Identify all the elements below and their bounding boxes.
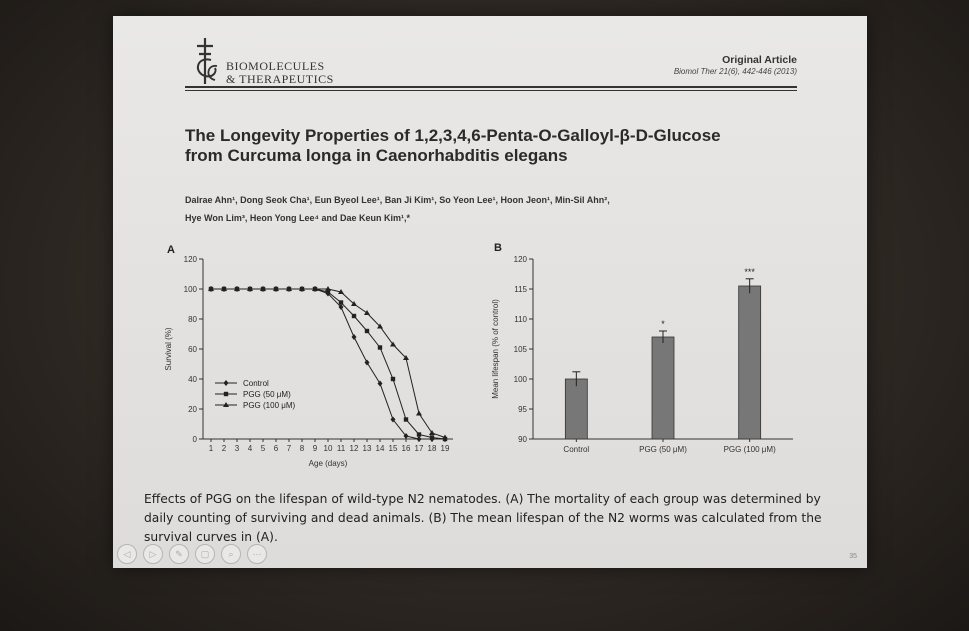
series-1 <box>209 287 447 441</box>
survival-line-chart <box>153 241 473 481</box>
y-tick-label: 105 <box>513 345 527 354</box>
article-title <box>185 126 825 166</box>
previous-slide-button[interactable]: ◁ <box>117 544 137 564</box>
header-rule-thin <box>185 90 797 91</box>
data-point <box>430 435 434 439</box>
author-line1: Dalrae Ahn¹, Dong Seok Cha¹, Eun Byeol Lee¹, Ban Ji Kim¹, So Yeon Lee¹, Hoon Jeon¹, Min-Sil Ahn², <box>185 195 610 205</box>
journal-name <box>226 60 334 86</box>
y-tick-label: 95 <box>518 405 527 414</box>
legend-marker <box>224 380 229 386</box>
data-point <box>391 377 395 381</box>
x-tick-label: 6 <box>273 444 279 453</box>
bar <box>565 379 587 439</box>
data-point <box>378 345 382 349</box>
header-rule <box>185 86 797 88</box>
bar <box>739 286 761 439</box>
y-tick-label: 60 <box>188 345 197 354</box>
zoom-button[interactable]: ⌕ <box>221 544 241 564</box>
pen-tool-button[interactable]: ✎ <box>169 544 189 564</box>
y-tick-label: 20 <box>188 405 197 414</box>
x-tick-label: 13 <box>362 444 372 453</box>
mean-lifespan-bar-chart <box>478 241 808 481</box>
more-options-button[interactable]: ⋯ <box>247 544 267 564</box>
journal-logo <box>187 36 223 86</box>
journal-name-line2: & THERAPEUTICS <box>226 72 334 86</box>
y-tick-label: 110 <box>514 315 527 324</box>
data-point <box>417 436 422 442</box>
y-tick-label: 100 <box>513 375 527 384</box>
author-list <box>185 191 805 227</box>
x-tick-label: 4 <box>247 444 253 453</box>
series-2 <box>208 286 448 440</box>
article-title-line1: The Longevity Properties of 1,2,3,4,6-Penta-O-Galloyl-β-D-Glucose <box>185 126 721 145</box>
journal-name-line1: BIOMOLECULES <box>226 59 325 73</box>
data-point <box>364 310 370 315</box>
category-label: PGG (50 μM) <box>639 445 687 454</box>
x-tick-label: 10 <box>323 444 333 453</box>
y-tick-label: 40 <box>188 375 197 384</box>
slide-overview-button[interactable]: ▢ <box>195 544 215 564</box>
series-line <box>211 289 445 439</box>
author-line2: Hye Won Lim³, Heon Yong Lee⁴ and Dae Keun Kim¹,* <box>185 213 410 223</box>
legend-label: Control <box>243 379 269 388</box>
y-tick-label: 100 <box>183 285 197 294</box>
y-tick-label: 80 <box>188 315 197 324</box>
bar <box>652 337 674 439</box>
data-point <box>404 417 408 421</box>
legend-label: PGG (100 μM) <box>243 401 296 410</box>
x-tick-label: 15 <box>388 444 398 453</box>
y-axis-title: Survival (%) <box>164 327 173 371</box>
data-point <box>352 314 356 318</box>
x-tick-label: 14 <box>375 444 385 453</box>
x-tick-label: 3 <box>234 444 240 453</box>
y-tick-label: 0 <box>192 435 197 444</box>
significance-marker: *** <box>744 266 755 277</box>
x-tick-label: 18 <box>427 444 437 453</box>
y-tick-label: 120 <box>513 255 527 264</box>
series-0 <box>209 286 448 442</box>
legend-label: PGG (50 μM) <box>243 390 291 399</box>
x-tick-label: 17 <box>414 444 424 453</box>
panel-label-a: A <box>167 244 175 256</box>
article-type: Original Article <box>722 54 797 66</box>
x-tick-label: 7 <box>286 444 292 453</box>
x-tick-label: 5 <box>260 444 266 453</box>
category-label: PGG (100 μM) <box>723 445 776 454</box>
x-tick-label: 9 <box>312 444 318 453</box>
y-axis-title: Mean lifespan (% of control) <box>491 299 500 399</box>
data-point <box>352 334 357 340</box>
x-tick-label: 12 <box>349 444 359 453</box>
data-point <box>339 300 343 304</box>
x-tick-label: 8 <box>299 444 305 453</box>
x-tick-label: 2 <box>221 444 227 453</box>
slideshow-nav-bar <box>117 544 267 564</box>
series-line <box>211 289 445 438</box>
data-point <box>417 432 421 436</box>
citation: Biomol Ther 21(6), 442-446 (2013) <box>673 67 797 76</box>
data-point <box>416 411 422 416</box>
series-line <box>211 289 445 439</box>
data-point <box>365 329 369 333</box>
y-tick-label: 115 <box>514 285 527 294</box>
panel-label-b: B <box>494 242 502 254</box>
legend-marker <box>224 392 228 396</box>
x-tick-label: 1 <box>208 444 214 453</box>
x-tick-label: 16 <box>401 444 411 453</box>
presentation-slide <box>113 16 867 568</box>
article-title-line2: from Curcuma longa in Caenorhabditis elegans <box>185 146 568 165</box>
x-axis-title: Age (days) <box>308 459 348 468</box>
next-slide-button[interactable]: ▷ <box>143 544 163 564</box>
page-number: 35 <box>849 553 857 560</box>
y-tick-label: 120 <box>183 255 197 264</box>
x-tick-label: 11 <box>336 444 346 453</box>
x-tick-label: 19 <box>440 444 450 453</box>
y-tick-label: 90 <box>518 435 527 444</box>
significance-marker: * <box>661 319 665 329</box>
figure-caption: Effects of PGG on the lifespan of wild-type N2 nematodes. (A) The mortality of each group was determined by daily counting of surviving and dead animals. (B) The mean lifespan of the N2 worms was calculated from the survival curves in (A). <box>144 492 822 544</box>
category-label: Control <box>563 445 590 454</box>
